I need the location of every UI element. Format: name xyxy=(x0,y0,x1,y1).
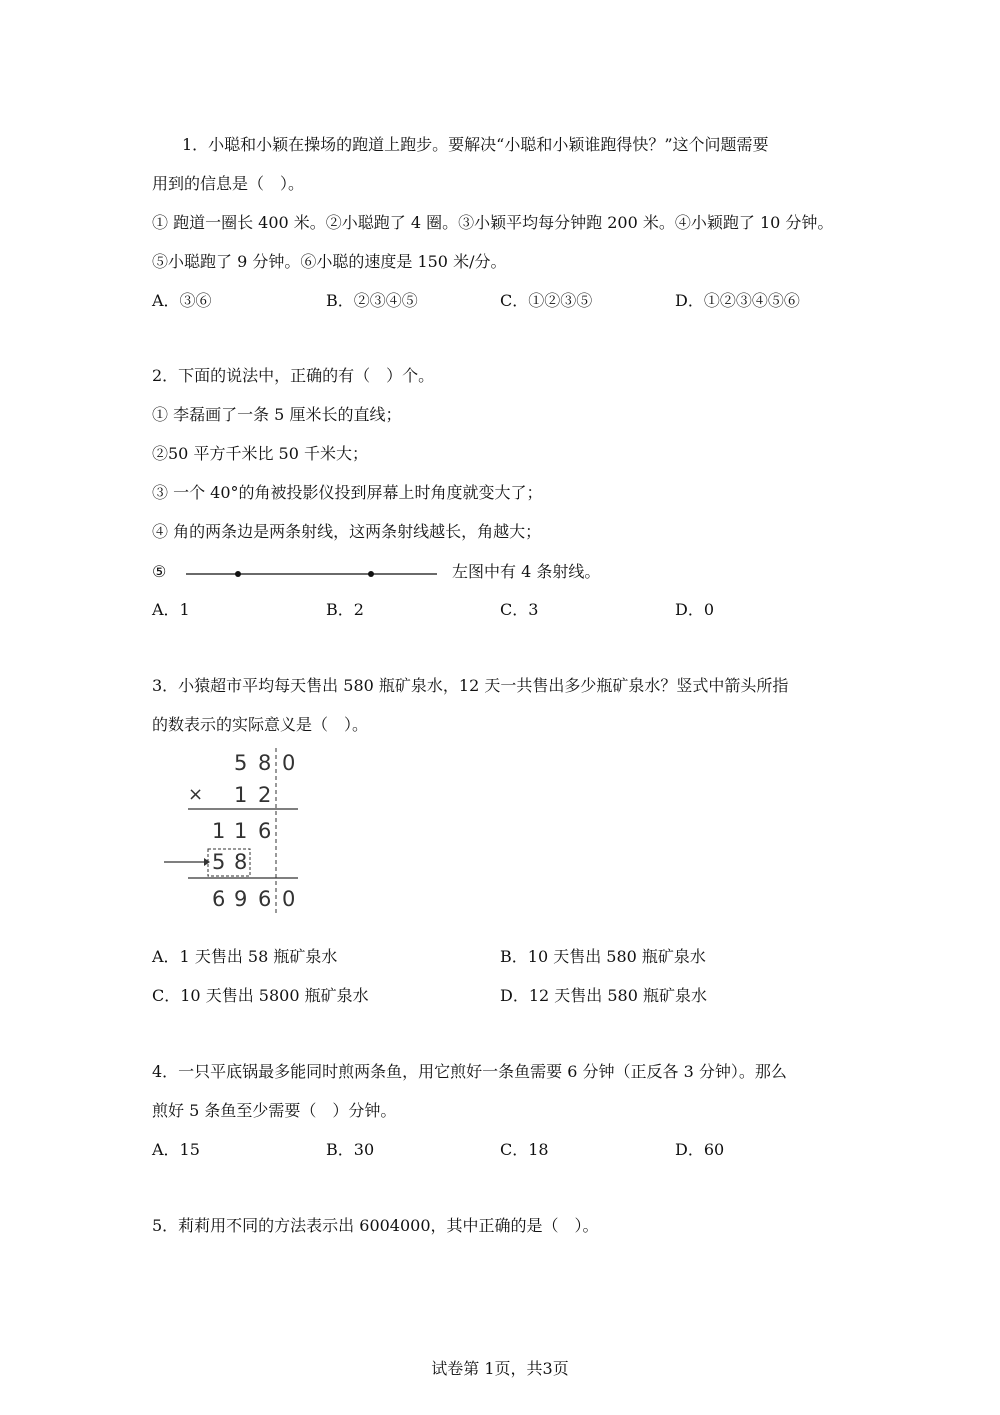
q2-statement-2: ②50 平方千米比 50 千米大； xyxy=(152,444,368,463)
figure-point-right xyxy=(368,571,374,577)
q4-text-line2: 煎好 5 条鱼至少需要（ ）分钟。 xyxy=(152,1101,397,1120)
q4-option-a[interactable]: A．15 xyxy=(152,1140,200,1159)
row3-digit: 6 xyxy=(258,819,272,843)
row3-digit: 1 xyxy=(212,819,226,843)
line-with-two-points-figure xyxy=(184,565,440,583)
q2-option-b[interactable]: B．2 xyxy=(326,600,364,619)
row2-digit: 2 xyxy=(258,783,272,807)
q2-statement-4: ④ 角的两条边是两条射线，这两条射线越长，角越大； xyxy=(152,522,542,541)
row1-digit: 8 xyxy=(258,751,272,775)
q3-text-line2: 的数表示的实际意义是（ ）。 xyxy=(152,715,369,734)
row5-digit: 0 xyxy=(282,887,296,911)
q2-option-c[interactable]: C．3 xyxy=(500,600,539,619)
q3-option-a[interactable]: A．1 天售出 58 瓶矿泉水 xyxy=(152,947,338,966)
row5-digit: 9 xyxy=(234,887,248,911)
q4-option-d[interactable]: D．60 xyxy=(675,1140,725,1159)
q2-statement-5-mark: ⑤ xyxy=(152,562,167,581)
row4-digit: 5 xyxy=(212,850,226,874)
q1-option-b[interactable]: B．②③④⑤ xyxy=(326,291,418,310)
arrow-icon xyxy=(204,858,210,866)
times-sign: × xyxy=(188,784,204,805)
figure-point-left xyxy=(235,571,241,577)
row5-digit: 6 xyxy=(212,887,226,911)
q4-option-c[interactable]: C．18 xyxy=(500,1140,549,1159)
vertical-multiplication-figure xyxy=(160,748,320,918)
row1-digit: 0 xyxy=(282,751,296,775)
q3-option-c[interactable]: C．10 天售出 5800 瓶矿泉水 xyxy=(152,986,369,1005)
row2-digit: 1 xyxy=(234,783,248,807)
q4-text-line1: 4．一只平底锅最多能同时煎两条鱼，用它煎好一条鱼需要 6 分钟（正反各 3 分钟）。那么 xyxy=(152,1062,787,1081)
q2-statement-3: ③ 一个 40°的角被投影仪投到屏幕上时角度就变大了； xyxy=(152,483,543,502)
row5-digit: 6 xyxy=(258,887,272,911)
q4-option-b[interactable]: B．30 xyxy=(326,1140,375,1159)
q5-text: 5．莉莉用不同的方法表示出 6004000，其中正确的是（ ）。 xyxy=(152,1216,599,1235)
page-footer: 试卷第 1页，共3页 xyxy=(431,1359,569,1378)
q1-option-a[interactable]: A．③⑥ xyxy=(152,291,212,310)
q1-info-line1: ① 跑道一圈长 400 米。②小聪跑了 4 圈。③小颖平均每分钟跑 200 米。④小颖跑了 10 分钟。 xyxy=(152,213,834,232)
row3-digit: 1 xyxy=(234,819,248,843)
row4-digit: 8 xyxy=(234,850,248,874)
q1-text-line2: 用到的信息是（ ）。 xyxy=(152,174,305,193)
q1-text-line1: 1．小聪和小颖在操场的跑道上跑步。要解决“小聪和小颖谁跑得快？”这个问题需要 xyxy=(182,135,769,154)
q2-option-d[interactable]: D．0 xyxy=(675,600,715,619)
q2-option-a[interactable]: A．1 xyxy=(152,600,190,619)
q2-text: 2．下面的说法中，正确的有（ ）个。 xyxy=(152,366,435,385)
q3-option-b[interactable]: B．10 天售出 580 瓶矿泉水 xyxy=(500,947,706,966)
q3-option-d[interactable]: D．12 天售出 580 瓶矿泉水 xyxy=(500,986,707,1005)
row1-digit: 5 xyxy=(234,751,248,775)
q2-statement-5-text: 左图中有 4 条射线。 xyxy=(452,562,601,581)
q1-option-d[interactable]: D．①②③④⑤⑥ xyxy=(675,291,800,310)
q1-info-line2: ⑤小聪跑了 9 分钟。⑥小聪的速度是 150 米/分。 xyxy=(152,252,507,271)
q2-statement-1: ① 李磊画了一条 5 厘米长的直线； xyxy=(152,405,402,424)
q3-text-line1: 3．小猿超市平均每天售出 580 瓶矿泉水，12 天一共售出多少瓶矿泉水？竖式中箭头所指 xyxy=(152,676,789,695)
q1-option-c[interactable]: C．①②③⑤ xyxy=(500,291,593,310)
